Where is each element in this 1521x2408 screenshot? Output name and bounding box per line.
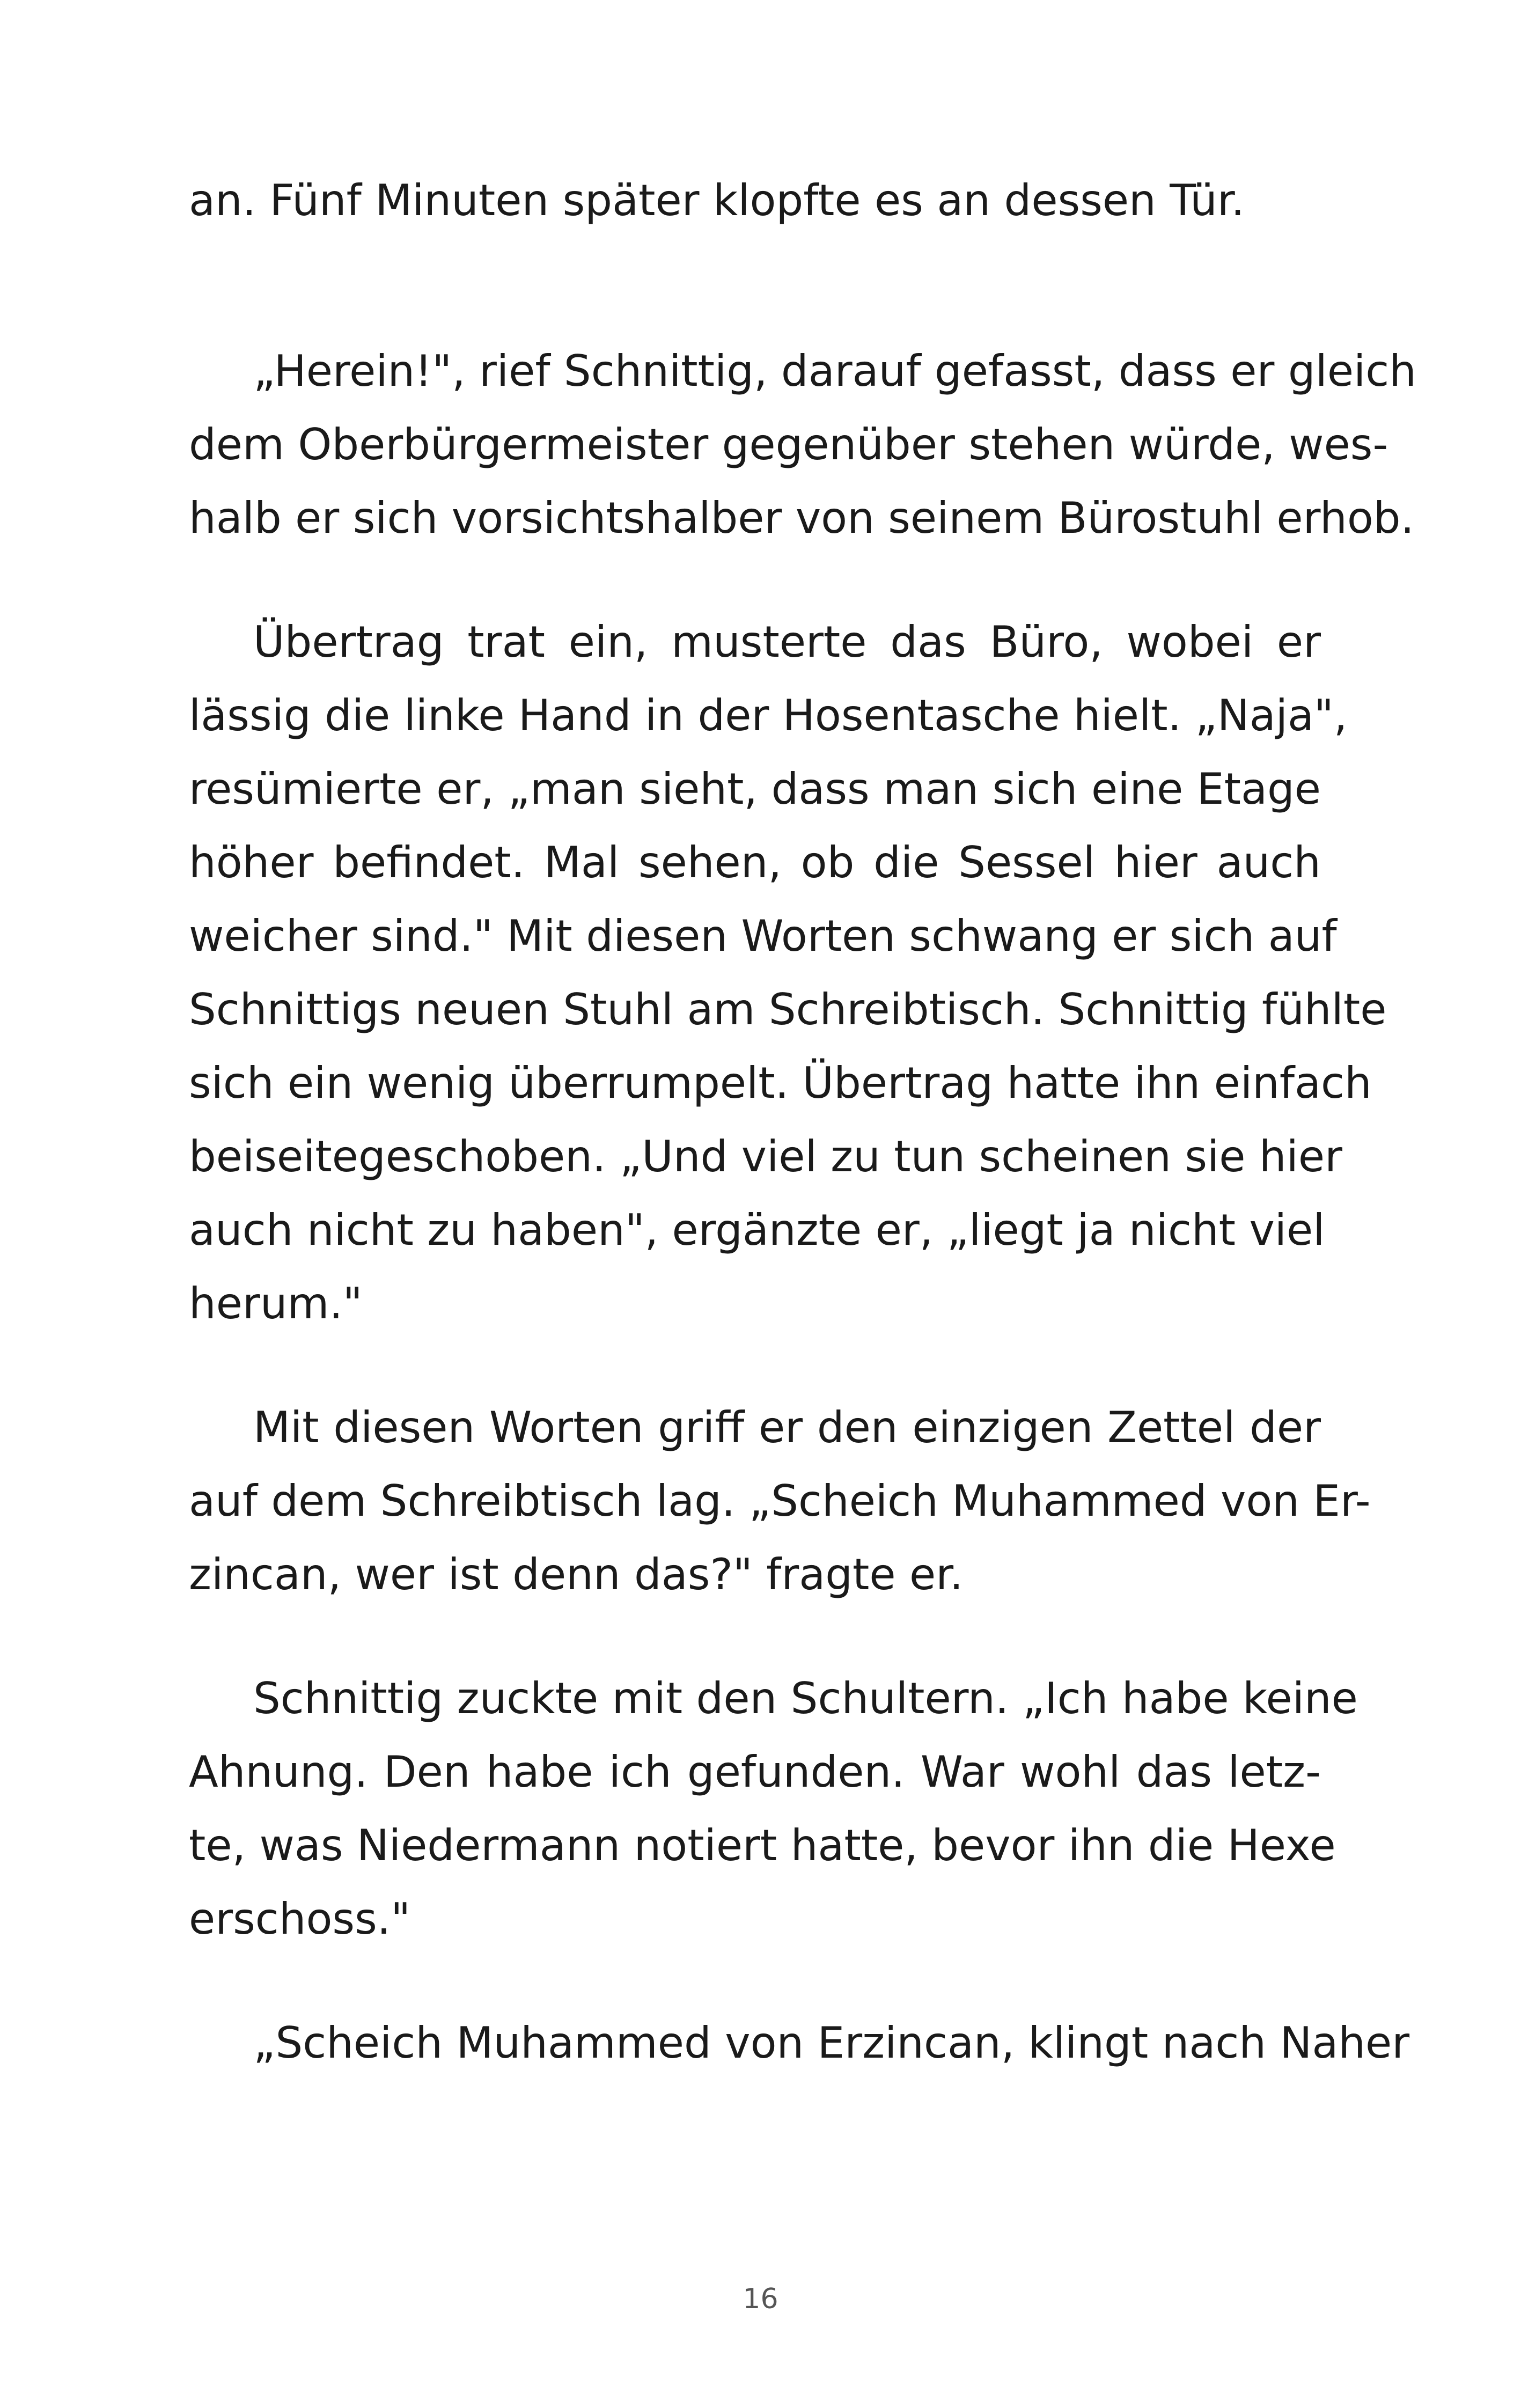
- paragraph: [189, 2006, 1410, 2080]
- text-line: resümierte er, „man sieht, dass man sich eine Etage: [189, 764, 1321, 814]
- text-line: höher befindet. Mal sehen, ob die Sessel hier auch: [189, 838, 1321, 887]
- text-line: halb er sich vorsichtshalber von seinem Bürostuhl erhob.: [189, 493, 1414, 543]
- text-line: „Scheich Muhammed von Erzincan, klingt nach Naher: [253, 2018, 1410, 2068]
- text-line: Schnittig zuckte mit den Schultern. „Ich habe keine: [253, 1673, 1358, 1723]
- text-line: auf dem Schreibtisch lag. „Scheich Muhammed von Er-: [189, 1476, 1371, 1526]
- text-line: weicher sind." Mit diesen Worten schwang er sich auf: [189, 911, 1337, 961]
- text-line: erschoss.": [189, 1894, 411, 1944]
- text-line: „Herein!", rief Schnittig, darauf gefasst, dass er gleich: [253, 346, 1416, 396]
- text-line: lässig die linke Hand in der Hosentasche hielt. „Naja",: [189, 691, 1348, 740]
- text-line: Schnittigs neuen Stuhl am Schreibtisch. Schnittig fühlte: [189, 985, 1387, 1034]
- text-line: auch nicht zu haben", ergänzte er, „liegt ja nicht viel: [189, 1205, 1325, 1255]
- text-line: te, was Niedermann notiert hatte, bevor ihn die Hexe: [189, 1820, 1336, 1870]
- paragraph: [189, 334, 1416, 555]
- text-line: herum.": [189, 1279, 363, 1328]
- paragraph: [189, 605, 1387, 1340]
- text-line: Übertrag trat ein, musterte das Büro, wobei er: [253, 617, 1321, 667]
- text-line: zincan, wer ist denn das?" fragte er.: [189, 1550, 964, 1599]
- paragraph: [189, 164, 1321, 237]
- text-line: beiseitegeschoben. „Und viel zu tun scheinen sie hier: [189, 1132, 1342, 1181]
- text-line: sich ein wenig überrumpelt. Übertrag hatte ihn einfach: [189, 1058, 1372, 1108]
- text-line: dem Oberbürgermeister gegenüber stehen würde, wes-: [189, 420, 1388, 469]
- text-line: an. Fünf Minuten später klopfte es an dessen Tür.: [189, 175, 1245, 225]
- text-line: Mit diesen Worten griff er den einzigen Zettel der: [253, 1403, 1321, 1452]
- page-number: 16: [743, 2283, 778, 2315]
- book-page-text: [189, 164, 1416, 2080]
- text-line: Ahnung. Den habe ich gefunden. War wohl das letz-: [189, 1747, 1321, 1797]
- paragraph: [189, 1662, 1358, 1956]
- paragraph: [189, 1391, 1371, 1611]
